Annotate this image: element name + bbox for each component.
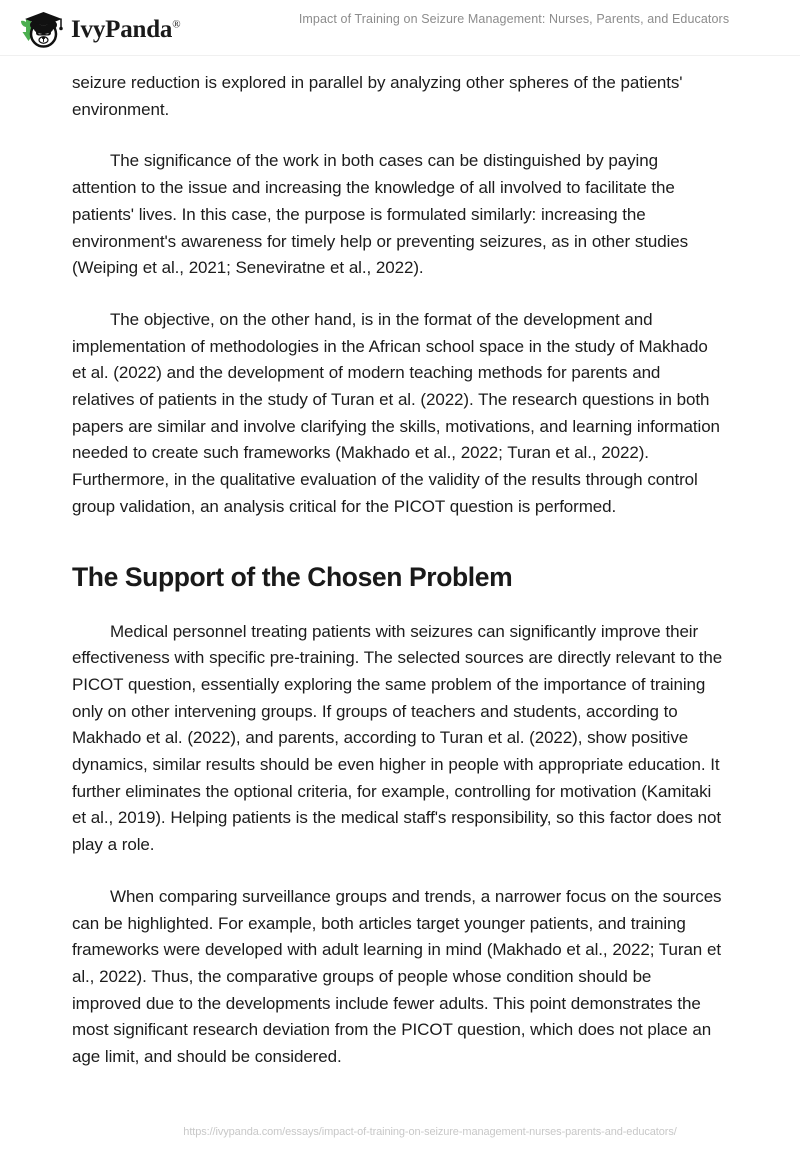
page-footer [0,1122,800,1140]
section-heading: The Support of the Chosen Problem [72,561,513,592]
brand-logo[interactable] [16,8,180,50]
document-content [72,70,723,1071]
registered-mark-icon: ® [172,18,181,31]
body-paragraph: The significance of the work in both cases can be distinguished by paying attention to the issue and increasing the knowledge of all involved to facilitate the patients' lives. In this case, the purpose is formulated similarly: increasing the environment's awareness for timely help or preventing seizures, as in other studies (Weiping et al., 2021; Seneviratne et al., 2022). [72,151,689,278]
brand-name: IvyPanda® [71,15,181,43]
document-title: Impact of Training on Seizure Management: Nurses, Parents, and Educators [298,12,730,26]
body-paragraph: When comparing surveillance groups and trends, a narrower focus on the sources can be highlighted. For example, both articles target younger patients, and training frameworks were developed with adult learning in mind (Makhado et al., 2022; Turan et al., 2022). Thus, the comparative groups of people whose condition should be improved due to the developments include fewer adults. This point demonstrates the most significant research deviation from the PICOT question, which does not place an age limit, and should be considered. [72,886,722,1067]
source-url-link[interactable]: https://ivypanda.com/essays/impact-of-training-on-seizure-management-nurses-parents-and-educators/ [183,1126,677,1138]
page-header [0,0,800,56]
body-paragraph: The objective, on the other hand, is in the format of the development and implementation of methodologies in the African school space in the study of Makhado et al. (2022) and the development of modern teaching methods for parents and relatives of patients in the study of Turan et al. (2022). The research questions in both papers are similar and involve clarifying the skills, motivations, and learning information needed to create such frameworks (Makhado et al., 2022; Turan et al., 2022). Furthermore, in the qualitative evaluation of the validity of the results through control group validation, an analysis critical for the PICOT question is performed. [72,309,720,516]
body-paragraph: seizure reduction is explored in parallel by analyzing other spheres of the patients' environment. [72,73,683,119]
body-paragraph: Medical personnel treating patients with seizures can significantly improve their effectiveness with specific pre-training. The selected sources are directly relevant to the PICOT question, essentially exploring the same problem of the importance of training only on other intervening groups. If groups of teachers and students, according to Makhado et al. (2022), and parents, according to Turan et al. (2022), show positive dynamics, similar results should be even higher in people with appropriate education. It further eliminates the optional criteria, for example, controlling for motivation (Kamitaki et al., 2019). Helping patients is the medical staff's responsibility, so this factor does not play a role. [72,621,723,855]
panda-graduate-logo-icon [16,8,64,50]
